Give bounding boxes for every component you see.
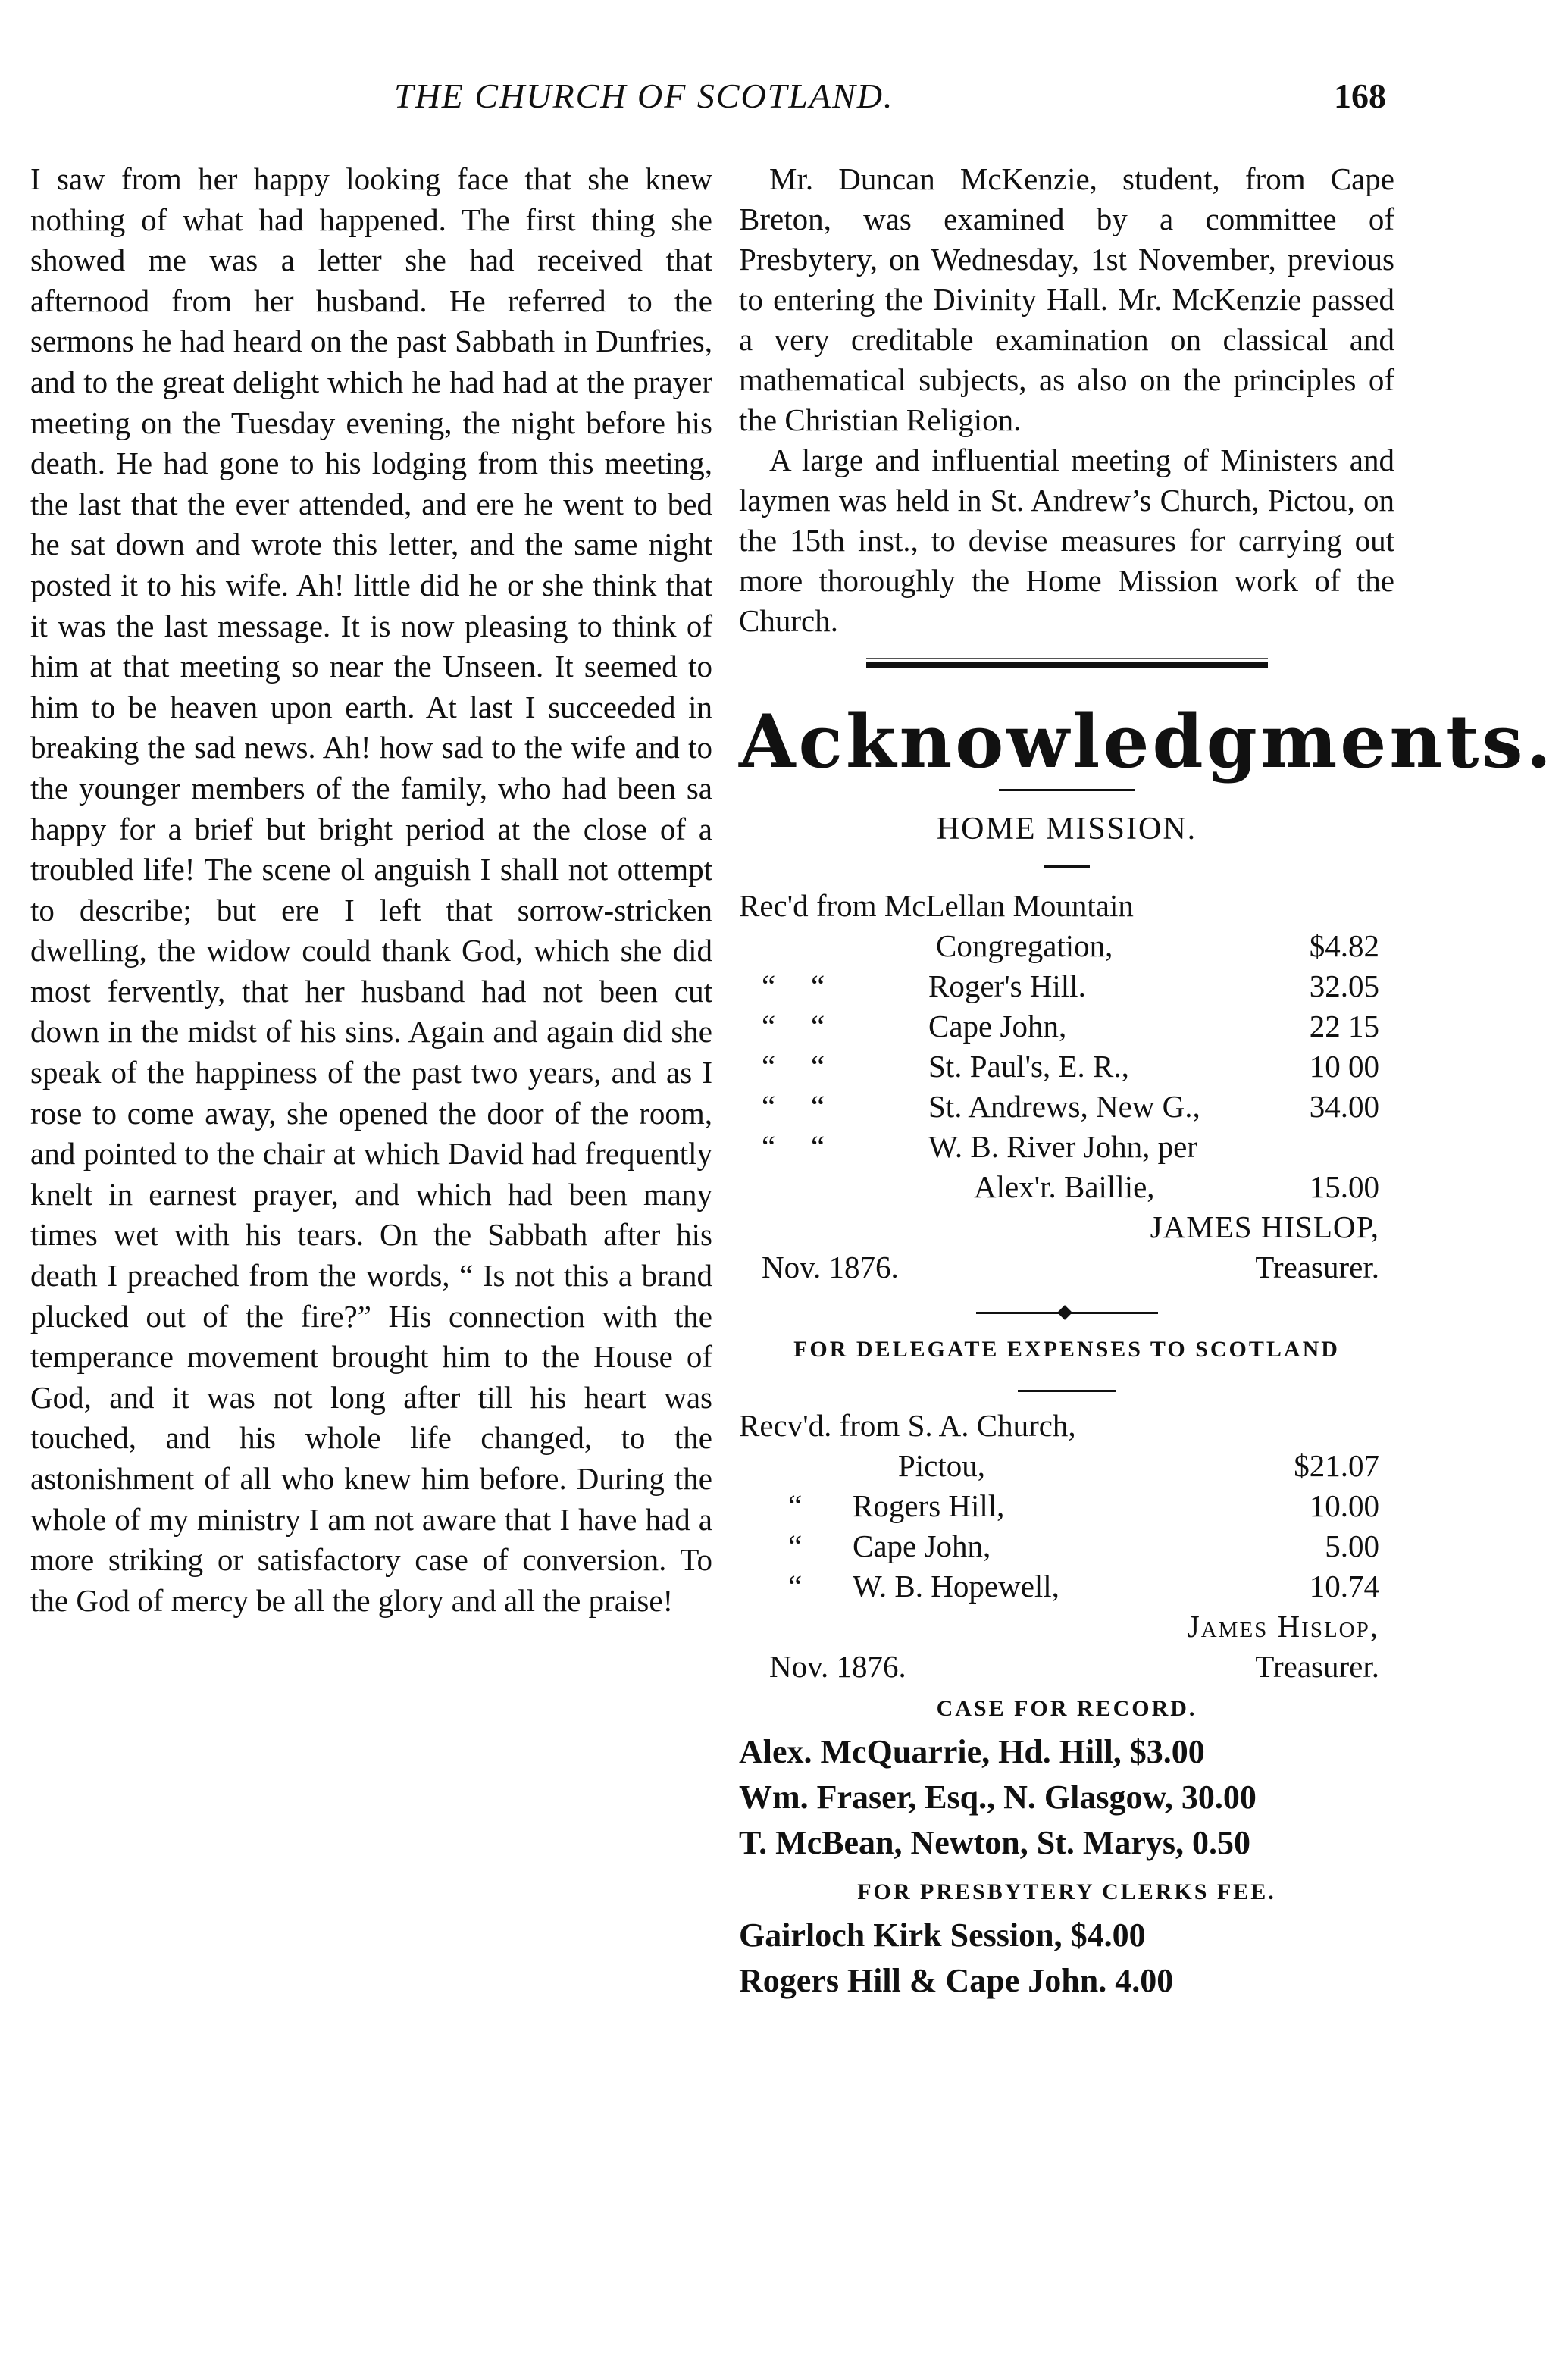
treasurer-dateline: Nov. 1876. Treasurer.: [769, 1649, 1379, 1684]
treasurer-dateline: Nov. 1876. Treasurer.: [762, 1250, 1379, 1284]
ornament-rule: [976, 1312, 1158, 1314]
list-item: Pictou, $21.07: [898, 1448, 1379, 1483]
small-rule: [1018, 1390, 1116, 1392]
narrative-paragraph: I saw from her happy looking face that she knew nothing of what had happened. The first thing she showed me was a letter she had received that afternood from her husband. He referred to the sermons he had heard on the past Sabbath in Dunfries, and to the great delight which he had had at the prayer meeting on the Tuesday evening, the night before his death. He had gone to his lodging from this meeting, the last that the ever attended, and ere he went to bed he sat down and wrote this letter, and the same night posted it to his wife. Ah! little did he or she think that it was the last message. It is now pleasing to think of him at that meeting so near the Unseen. It seemed to him to be heaven upon earth. At last I succeeded in breaking the sad news. Ah! how sad to the wife and to the younger members of the family, who had been sa happy for a brief but bright period at the close of a troubled life! The scene ol anguish I shall not ottempt to describe; but ere I left that sorrow-stricken dwelling, the widow could thank God, which she did most fervently, that her husband had not been cut down in the midst of his sins. Again and again did she speak of the happiness of the past two years, and as I rose to come away, she opened the door of the room, and pointed to the chair at which David had frequently knelt in earnest prayer, and which had been many times wet with his tears. On the Sabbath after his death I preached from the words, “ Is not this a brand plucked out of the fire?” His connection with the temperance movement brought him to the House of God, and it was not long after till his heart was touched, and his whole life changed, to the astonishment of all who knew him before. During the whole of my ministry I am not aware that I have had a more striking or satisfactory case of conversion. To the God of mercy be all the glory and all the praise!: [30, 161, 712, 1618]
list-item: Alex'r. Baillie, 15.00: [974, 1169, 1379, 1204]
small-rule: [1044, 865, 1090, 868]
list-item: Recv'd. from S. A. Church,: [739, 1408, 1076, 1443]
mckenzie-paragraph: Mr. Duncan McKenzie, student, from Cape Breton, was examined by a committee of Presbytery, on Wednesday, 1st November, previous to entering the Divinity Hall. Mr. McKenzie passed a very creditable examination on classical and mathematical subjects, as also on the principles of the Christian Religion.: [739, 161, 1394, 437]
list-item: “ “ Roger's Hill. 32.05: [762, 968, 1379, 1003]
list-item: “ “ St. Paul's, E. R., 10 00: [762, 1049, 1379, 1084]
treasurer-signature: JAMES HISLOP,: [1150, 1209, 1379, 1244]
running-title: THE CHURCH OF SCOTLAND.: [394, 77, 894, 115]
list-item: Rogers Hill & Cape John. 4.00: [739, 1962, 1174, 1999]
page-header: [0, 76, 1568, 121]
list-item: “ W. B. Hopewell, 10.74: [788, 1569, 1379, 1604]
acknowledgments-heading: Acknowledgments.: [739, 699, 1554, 784]
divider-rule-thick: [866, 662, 1268, 668]
list-item: “ “ W. B. River John, per: [762, 1129, 1197, 1164]
heading-underline: [999, 789, 1135, 791]
list-item: Alex. McQuarrie, Hd. Hill, $3.00: [739, 1733, 1205, 1770]
delegate-heading: FOR DELEGATE EXPENSES TO SCOTLAND: [793, 1337, 1340, 1362]
meeting-paragraph: A large and influential meeting of Ministers and laymen was held in St. Andrew’s Church, Pictou, on the 15th inst., to devise measures for carrying out more thoroughly the Home Mission work of the Church.: [739, 443, 1394, 638]
list-item: Rec'd from McLellan Mountain: [739, 888, 1134, 923]
list-item: Gairloch Kirk Session, $4.00: [739, 1916, 1146, 1954]
list-item: “ “ Cape John, 22 15: [762, 1009, 1379, 1044]
list-item: “ Rogers Hill, 10.00: [788, 1488, 1379, 1523]
home-mission-heading: HOME MISSION.: [936, 812, 1197, 846]
list-item: “ “ St. Andrews, New G., 34.00: [762, 1089, 1379, 1124]
list-item: “ Cape John, 5.00: [788, 1528, 1379, 1563]
list-item: Congregation, $4.82: [936, 928, 1379, 963]
left-column: [30, 159, 712, 1621]
page-number: 168: [1334, 77, 1386, 115]
right-column: [739, 159, 1554, 2007]
treasurer-signature: James Hislop,: [1187, 1609, 1379, 1644]
record-heading: CASE FOR RECORD.: [936, 1696, 1197, 1721]
list-item: T. McBean, Newton, St. Marys, 0.50: [739, 1824, 1250, 1861]
list-item: Wm. Fraser, Esq., N. Glasgow, 30.00: [739, 1779, 1257, 1816]
clerks-heading: FOR PRESBYTERY CLERKS FEE.: [857, 1879, 1276, 1904]
divider-rule: [866, 658, 1268, 659]
